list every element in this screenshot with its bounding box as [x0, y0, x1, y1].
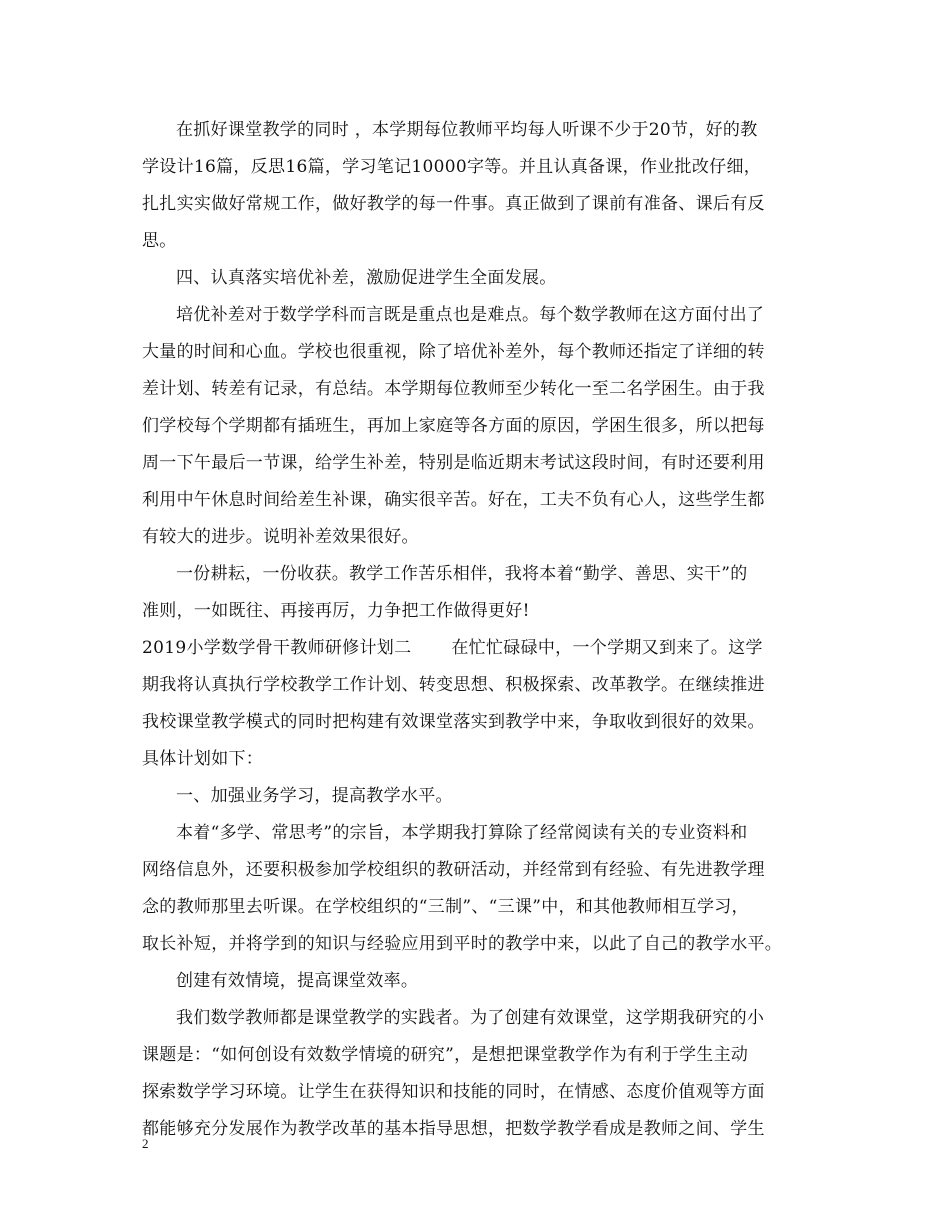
paragraph-line: 利用中午休息时间给差生补课，确实很辛苦。好在，工夫不负有心人，这些学生都	[142, 490, 765, 510]
section-heading: 创建有效情境，提高课堂效率。	[176, 971, 419, 991]
section-heading: 四、认真落实培优补差，激励促进学生全面发展。	[176, 268, 557, 288]
section-title: 2019小学数学骨干教师研修计划二	[142, 638, 412, 658]
paragraph-line: 在抓好课堂教学的同时 ，本学期每位教师平均每人听课不少于20节，好的教	[176, 120, 758, 140]
paragraph-line: 都能够充分发展作为教学改革的基本指导思想，把数学教学看成是教师之间、学生	[142, 1119, 765, 1139]
paragraph-line: 具体计划如下：	[142, 749, 264, 769]
section-heading: 一、加强业务学习，提高教学水平。	[176, 786, 453, 806]
paragraph-line: 期我将认真执行学校教学工作计划、转变思想、积极探索、改革教学。在继续推进	[142, 675, 765, 695]
paragraph-line: 网络信息外，还要积极参加学校组织的教研活动，并经常到有经验、有先进教学理	[142, 860, 765, 880]
paragraph-line: 我校课堂教学模式的同时把构建有效课堂落实到教学中来，争取收到很好的效果。	[142, 712, 765, 732]
paragraph-line: 差计划、转差有记录，有总结。本学期每位教师至少转化一至二名学困生。由于我	[142, 379, 765, 399]
title-line	[142, 630, 812, 667]
paragraph-line: 取长补短，并将学到的知识与经验应用到平时的教学中来，以此了自己的教学水平。	[142, 934, 783, 954]
paragraph-line: 有较大的进步。说明补差效果很好。	[142, 527, 419, 547]
paragraph-line: 培优补差对于数学学科而言既是重点也是难点。每个数学教师在这方面付出了	[176, 305, 765, 325]
paragraph-line: 念的教师那里去听课。在学校组织的“三制”、“三课”中，和其他教师相互学习，	[142, 897, 749, 917]
page-number: 2	[142, 1136, 149, 1151]
paragraph-line: 们学校每个学期都有插班生，再加上家庭等各方面的原因，学困生很多，所以把每	[142, 416, 765, 436]
paragraph-line: 我们数学教师都是课堂教学的实践者。为了创建有效课堂，这学期我研究的小	[176, 1008, 765, 1028]
paragraph-line: 学设计16篇，反思16篇，学习笔记10000字等。并且认真备课，作业批改仔细，	[142, 157, 762, 177]
paragraph-line: 大量的时间和心血。学校也很重视，除了培优补差外，每个教师还指定了详细的转	[142, 342, 765, 362]
paragraph-line: 准则，一如既往、再接再厉，力争把工作做得更好!	[142, 601, 530, 621]
paragraph-line: 探索数学学习环境。让学生在获得知识和技能的同时，在情感、态度价值观等方面	[142, 1082, 765, 1102]
paragraph-line: 周一下午最后一节课，给学生补差，特别是临近期末考试这段时间，有时还要利用	[142, 453, 765, 473]
paragraph-line: 一份耕耘，一份收获。教学工作苦乐相伴，我将本着“勤学、善思、实干”的	[176, 564, 748, 584]
paragraph-line: 本着“多学、常思考”的宗旨，本学期我打算除了经常阅读有关的专业资料和	[176, 823, 748, 843]
paragraph-text: 在忙忙碌碌中，一个学期又到来了。这学	[451, 638, 763, 658]
paragraph-line: 扎扎实实做好常规工作，做好教学的每一件事。真正做到了课前有准备、课后有反	[142, 194, 765, 214]
paragraph-line: 课题是：“如何创设有效数学情境的研究”，是想把课堂教学作为有利于学生主动	[142, 1045, 749, 1065]
document-body	[142, 112, 812, 1148]
paragraph-line: 思。	[142, 231, 177, 251]
